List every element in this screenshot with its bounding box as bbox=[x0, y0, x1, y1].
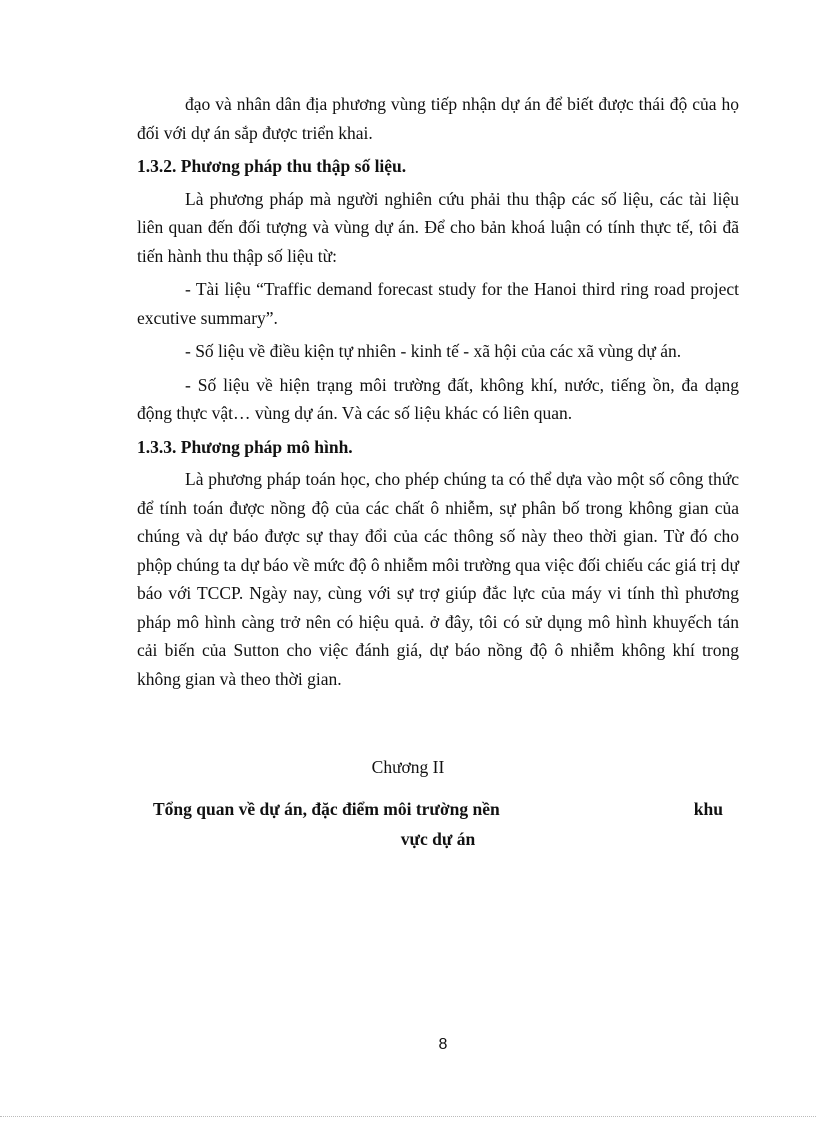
heading-1-3-2: 1.3.2. Phương pháp thu thập số liệu. bbox=[137, 156, 407, 176]
heading-1-3-3: 1.3.3. Phương pháp mô hình. bbox=[137, 436, 353, 457]
chapter-title-part1: Tổng quan về dự án, đặc điểm môi trường nền bbox=[153, 799, 500, 819]
chapter-title-line2: vực dự án bbox=[400, 829, 476, 849]
page-number: 8 bbox=[438, 1036, 448, 1053]
bullet-environment-status: - Số liệu về hiện trạng môi trường đất, không khí, nước, tiếng ồn, đa dạng động thực vật… vùng dự án. Và các số liệu khác có liên quan. bbox=[137, 374, 739, 423]
chapter-label: Chương II bbox=[371, 757, 445, 777]
paragraph-data-collection: Là phương pháp mà người nghiên cứu phải thu thập các số liệu, các tài liệu liên quan đến đối tượng và vùng dự án. Để cho bản khoá luận có tính thực tế, tôi đã tiến hành thu thập số liệu từ: bbox=[137, 188, 739, 266]
page-bottom-divider bbox=[0, 1116, 816, 1117]
chapter-title-part2: khu bbox=[693, 799, 723, 819]
body-text bbox=[137, 90, 739, 698]
bullet-natural-socioeconomic: - Số liệu về điều kiện tự nhiên - kinh tế - xã hội của các xã vùng dự án. bbox=[185, 341, 682, 361]
bullet-document-source: - Tài liệu “Traffic demand forecast study for the Hanoi third ring road project excutive summary”. bbox=[137, 279, 739, 328]
paragraph-modeling-method: Là phương pháp toán học, cho phép chúng ta có thể dựa vào một số công thức để tính toán được nồng độ của các chất ô nhiễm, sự phân bố trong không gian của chúng và dự báo được sự thay đổi của các thông số này theo thời gian. Từ đó cho phộp chúng ta dự báo về mức độ ô nhiễm môi trường qua việc đối chiếu các giá trị dự báo với TCCP. Ngày nay, cùng với sự trợ giúp đắc lực của máy vi tính thì phương pháp mô hình càng trở nên có hiệu quả. ở đây, tôi có sử dụng mô hình khuyếch tán cải biến của Sutton cho việc đánh giá, dự báo nồng độ ô nhiễm không khí trong không gian và theo thời gian. bbox=[137, 469, 739, 689]
paragraph-intro-continued: đạo và nhân dân địa phương vùng tiếp nhận dự án để biết được thái độ của họ đối với dự án sắp được triển khai. bbox=[137, 94, 739, 143]
